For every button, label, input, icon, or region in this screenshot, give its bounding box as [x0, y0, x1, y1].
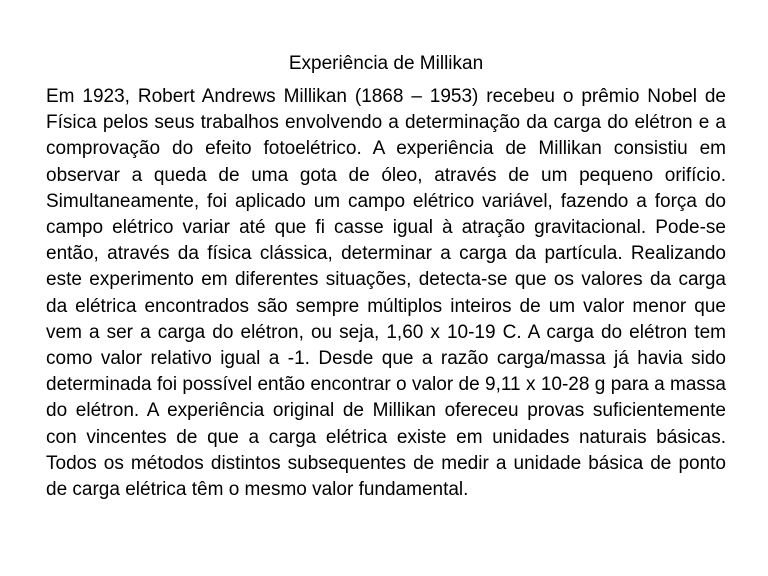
document-body-paragraph: Em 1923, Robert Andrews Millikan (1868 – 1953) recebeu o prêmio Nobel de Física pelos seus trabalhos envolvendo a determinação da carga do elétron e a comprovação do efeito fotoelétrico. A experiência de Millikan consistiu em observar a queda de uma gota de óleo, através de um pequeno orifício. Simultaneamente, foi aplicado um campo elétrico variável, fazendo a força do campo elétrico variar até que fi casse igual à atração gravitacional. Pode-se então, através da física clássica, determinar a carga da partícula. Realizando este experimento em diferentes situações, detecta-se que os valores da carga da elétrica encontrados são sempre múltiplos inteiros de um valor menor que vem a ser a carga do elétron, ou seja, 1,60 x 10-19 C. A carga do elétron tem como valor relativo igual a -1. Desde que a razão carga/massa já havia sido determinada foi possível então encontrar o valor de 9,11 x 10-28 g para a massa do elétron. A experiência original de Millikan ofereceu provas suficientemente con vincentes de que a carga elétrica existe em unidades naturais básicas. Todos os métodos distintos subsequentes de medir a unidade básica de ponto de carga elétrica têm o mesmo valor fundamental.	[46, 86, 726, 501]
document-title: Experiência de Millikan	[288, 53, 484, 74]
